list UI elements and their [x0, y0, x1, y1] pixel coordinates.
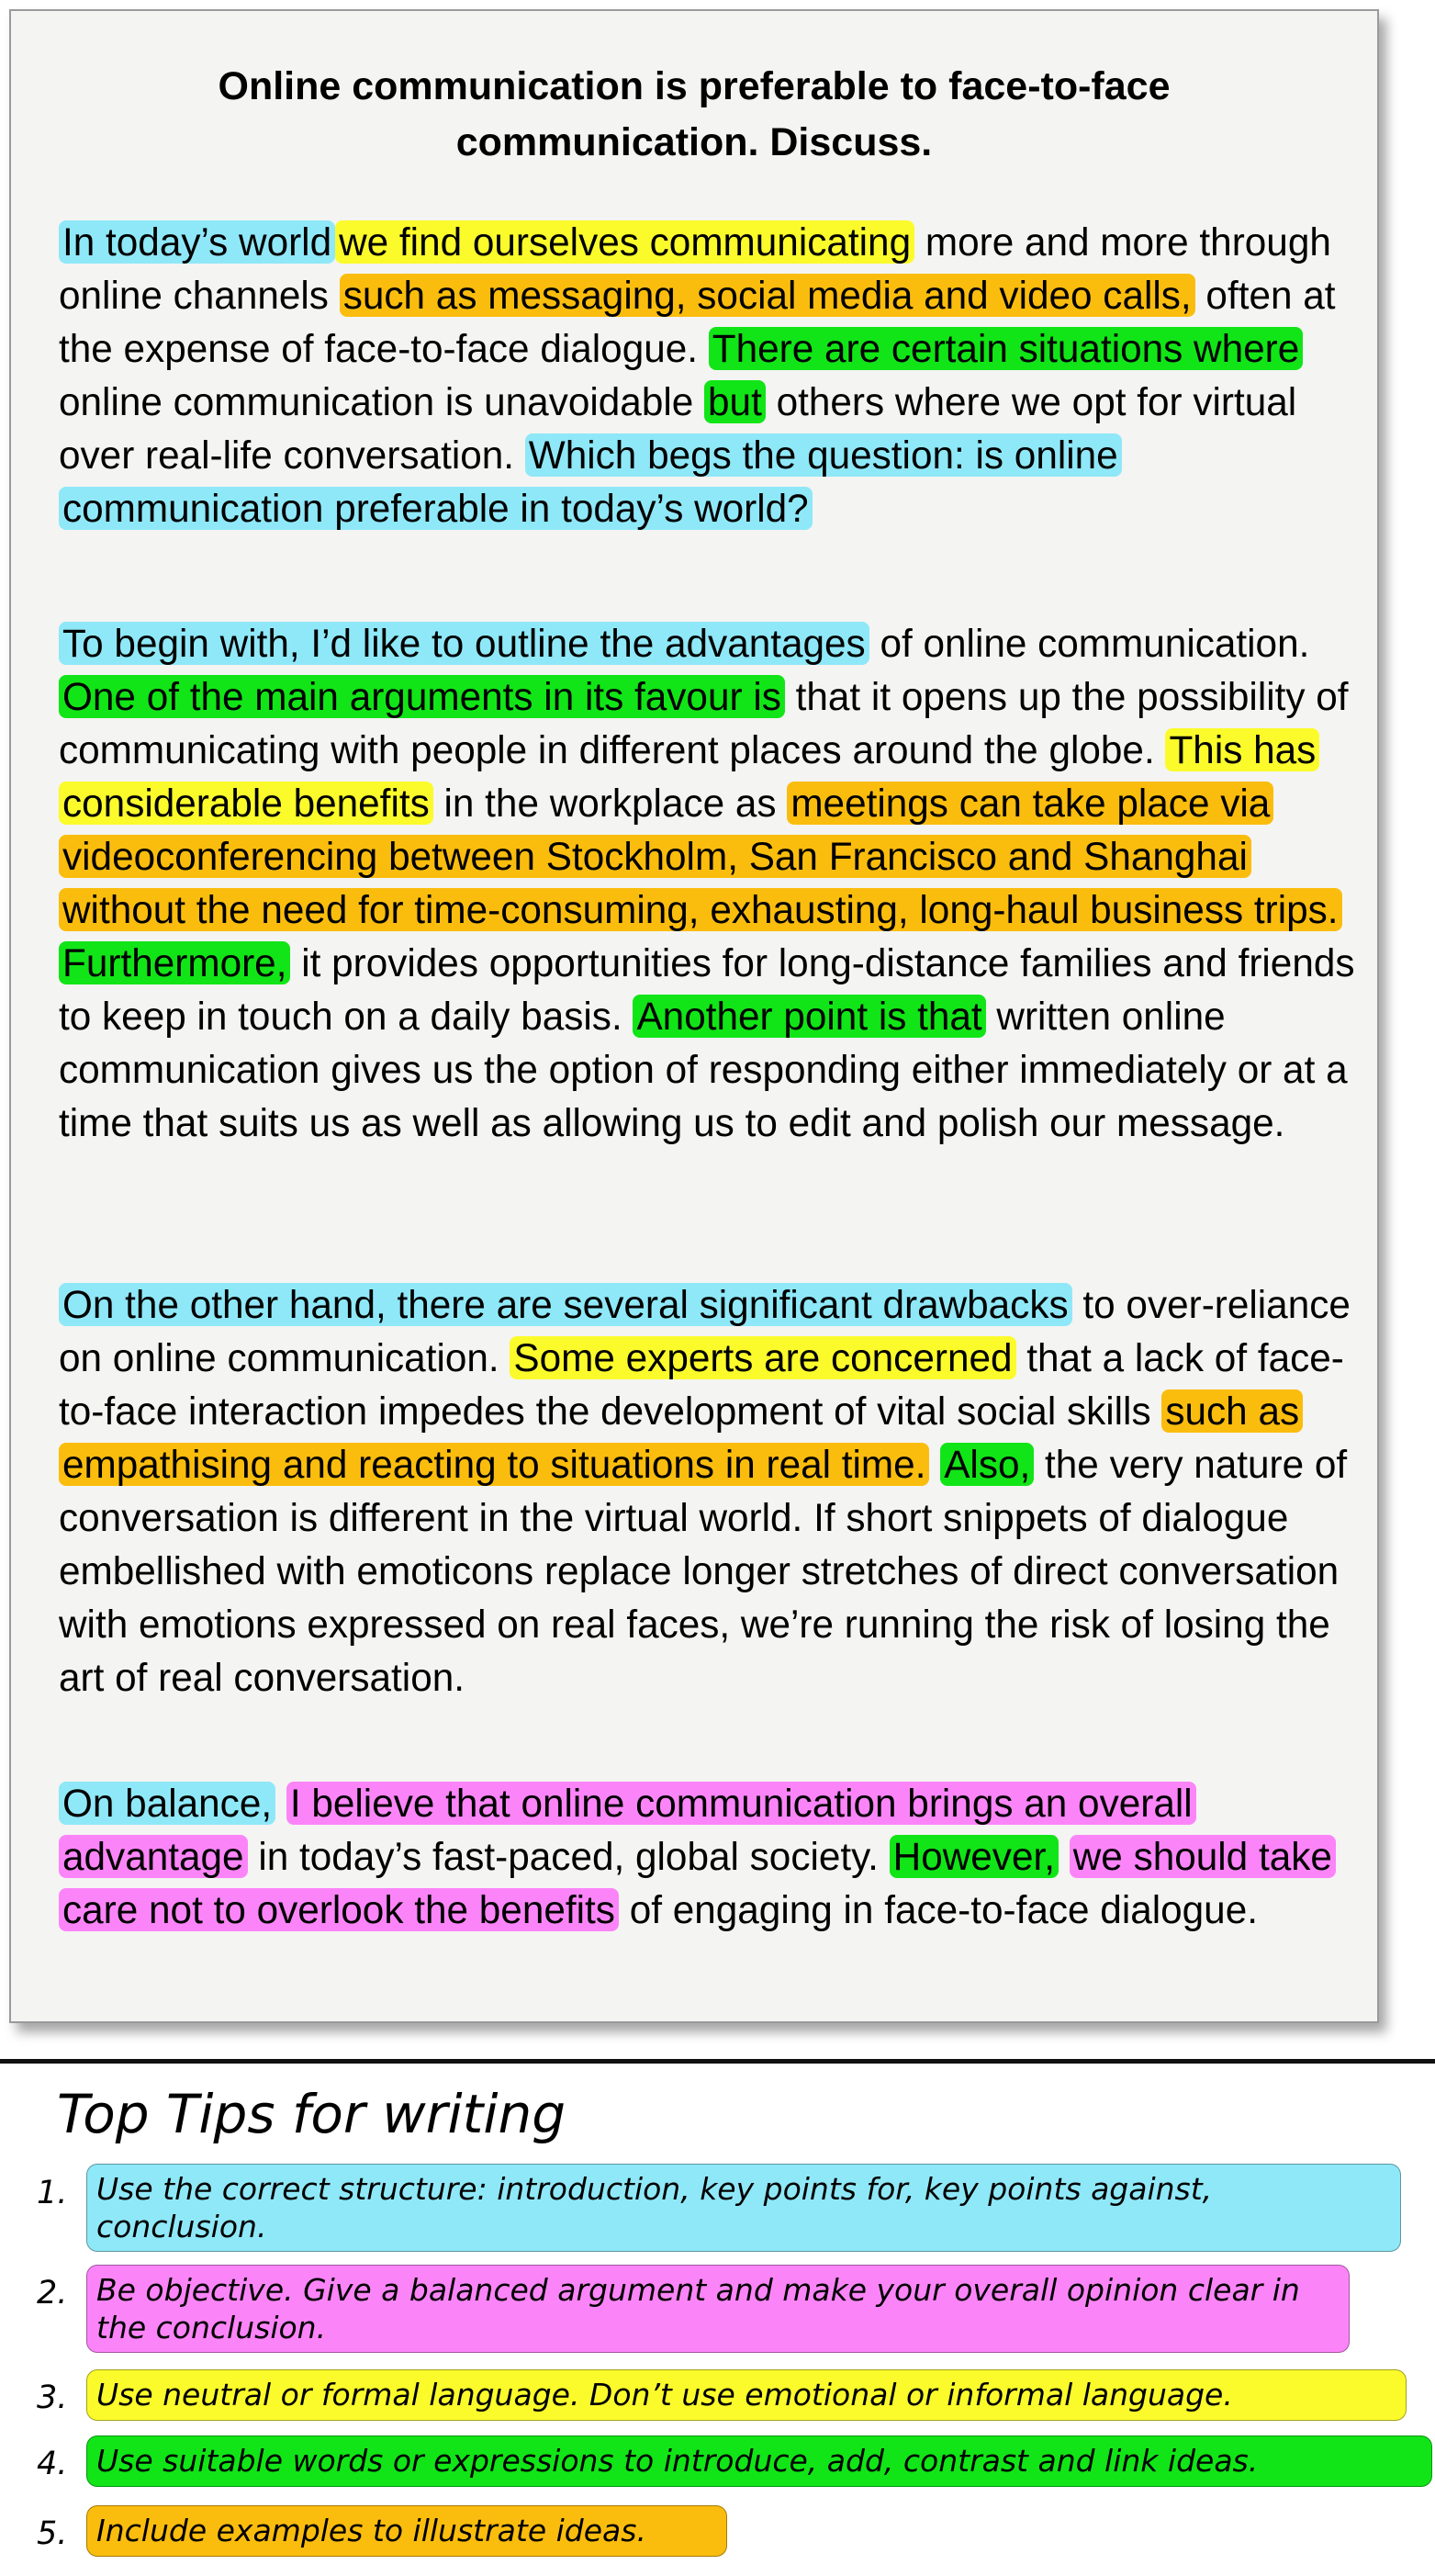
essay-title-line-2: communication. Discuss. — [455, 120, 933, 164]
highlight-linking: but — [704, 380, 766, 423]
highlight-structure: On balance, — [59, 1782, 275, 1825]
tip-number: 2. — [37, 2275, 68, 2312]
tip-examples: Include examples to illustrate ideas. — [86, 2505, 727, 2557]
highlight-linking: Furthermore, — [59, 941, 290, 984]
highlight-opinion: we should take care not to overlook the benefits — [59, 1835, 1336, 1931]
plain-text: online communication is unavoidable — [59, 380, 705, 423]
plain-text: often at the expense of face-to-face dialogue. — [59, 274, 1336, 370]
plain-text: more and more through online channels — [59, 220, 1331, 317]
highlight-formal: Some experts are concerned — [510, 1336, 1015, 1379]
highlight-linking: However, — [890, 1835, 1059, 1878]
essay-sheet — [9, 9, 1379, 2023]
plain-text: others where we opt for virtual over real-life conversation. — [59, 380, 1297, 477]
highlight-structure: In today’s world — [59, 220, 335, 264]
essay-title — [11, 59, 1377, 171]
paragraph-advantages — [59, 617, 1372, 1150]
highlight-formal: This has considerable benefits — [59, 728, 1319, 825]
plain-text: the very nature of conversation is different in the virtual world. If short snippets of dialogue embellished with emoticons replace longer stretches of direct conversation with emotions expressed on real faces, we’re running the risk of losing the art of real conversation. — [59, 1443, 1348, 1699]
plain-text: in today’s fast-paced, global society. — [247, 1835, 890, 1878]
highlight-structure: Which begs the question: is online communication preferable in today’s world? — [59, 433, 1122, 530]
highlight-example: meetings can take place via videoconferencing between Stockholm, San Francisco and Shanghai without the need for time-consuming, exhausting, long-haul business trips. — [59, 782, 1342, 931]
tip-structure: Use the correct structure: introduction, key points for, key points against, conclusion. — [86, 2164, 1401, 2252]
highlight-linking: Another point is that — [633, 995, 985, 1038]
plain-text: that it opens up the possibility of communicating with people in different places around the globe. — [59, 675, 1349, 771]
highlight-structure: On the other hand, there are several significant drawbacks — [59, 1283, 1072, 1326]
tips-title: Top Tips for writing — [57, 2083, 566, 2145]
highlight-structure: To begin with, I’d like to outline the advantages — [59, 622, 869, 665]
tip-number: 5. — [37, 2515, 68, 2552]
plain-text: of online communication. — [869, 622, 1310, 665]
plain-text: it provides opportunities for long-distance families and friends to keep in touch on a daily basis. — [59, 941, 1355, 1038]
essay-title-line-1: Online communication is preferable to face-to-face — [218, 64, 1171, 108]
highlight-formal: we find ourselves communicating — [335, 220, 914, 264]
plain-text: written online communication gives us the option of responding either immediately or at a time that suits us as well as allowing us to edit and polish our message. — [59, 995, 1348, 1144]
section-divider — [0, 2059, 1435, 2064]
tip-linking-words: Use suitable words or expressions to introduce, add, contrast and link ideas. — [86, 2435, 1432, 2487]
highlight-linking: Also, — [940, 1443, 1034, 1486]
highlight-opinion: I believe that online communication brings an overall advantage — [59, 1782, 1196, 1878]
highlight-linking: There are certain situations where — [709, 327, 1303, 370]
plain-text — [275, 1782, 286, 1825]
tip-formal-language: Use neutral or formal language. Don’t use emotional or informal language. — [86, 2369, 1407, 2421]
highlight-example: such as messaging, social media and video calls, — [340, 274, 1195, 317]
plain-text — [929, 1443, 940, 1486]
plain-text: of engaging in face-to-face dialogue. — [618, 1888, 1258, 1931]
tip-number: 3. — [37, 2379, 68, 2416]
paragraph-introduction — [59, 216, 1372, 535]
tip-number: 4. — [37, 2446, 68, 2482]
plain-text: in the workplace as — [432, 782, 788, 825]
plain-text — [1059, 1835, 1070, 1878]
highlight-example: such as empathising and reacting to situations in real time. — [59, 1389, 1303, 1486]
paragraph-disadvantages — [59, 1278, 1372, 1704]
tip-number: 1. — [37, 2175, 68, 2211]
highlight-linking: One of the main arguments in its favour is — [59, 675, 785, 718]
tip-objective: Be objective. Give a balanced argument and make your overall opinion clear in the conclusion. — [86, 2265, 1350, 2353]
plain-text: to over-reliance on online communication. — [59, 1283, 1351, 1379]
paragraph-conclusion — [59, 1777, 1372, 1937]
plain-text: that a lack of face-to-face interaction impedes the development of vital social skills — [59, 1336, 1344, 1433]
